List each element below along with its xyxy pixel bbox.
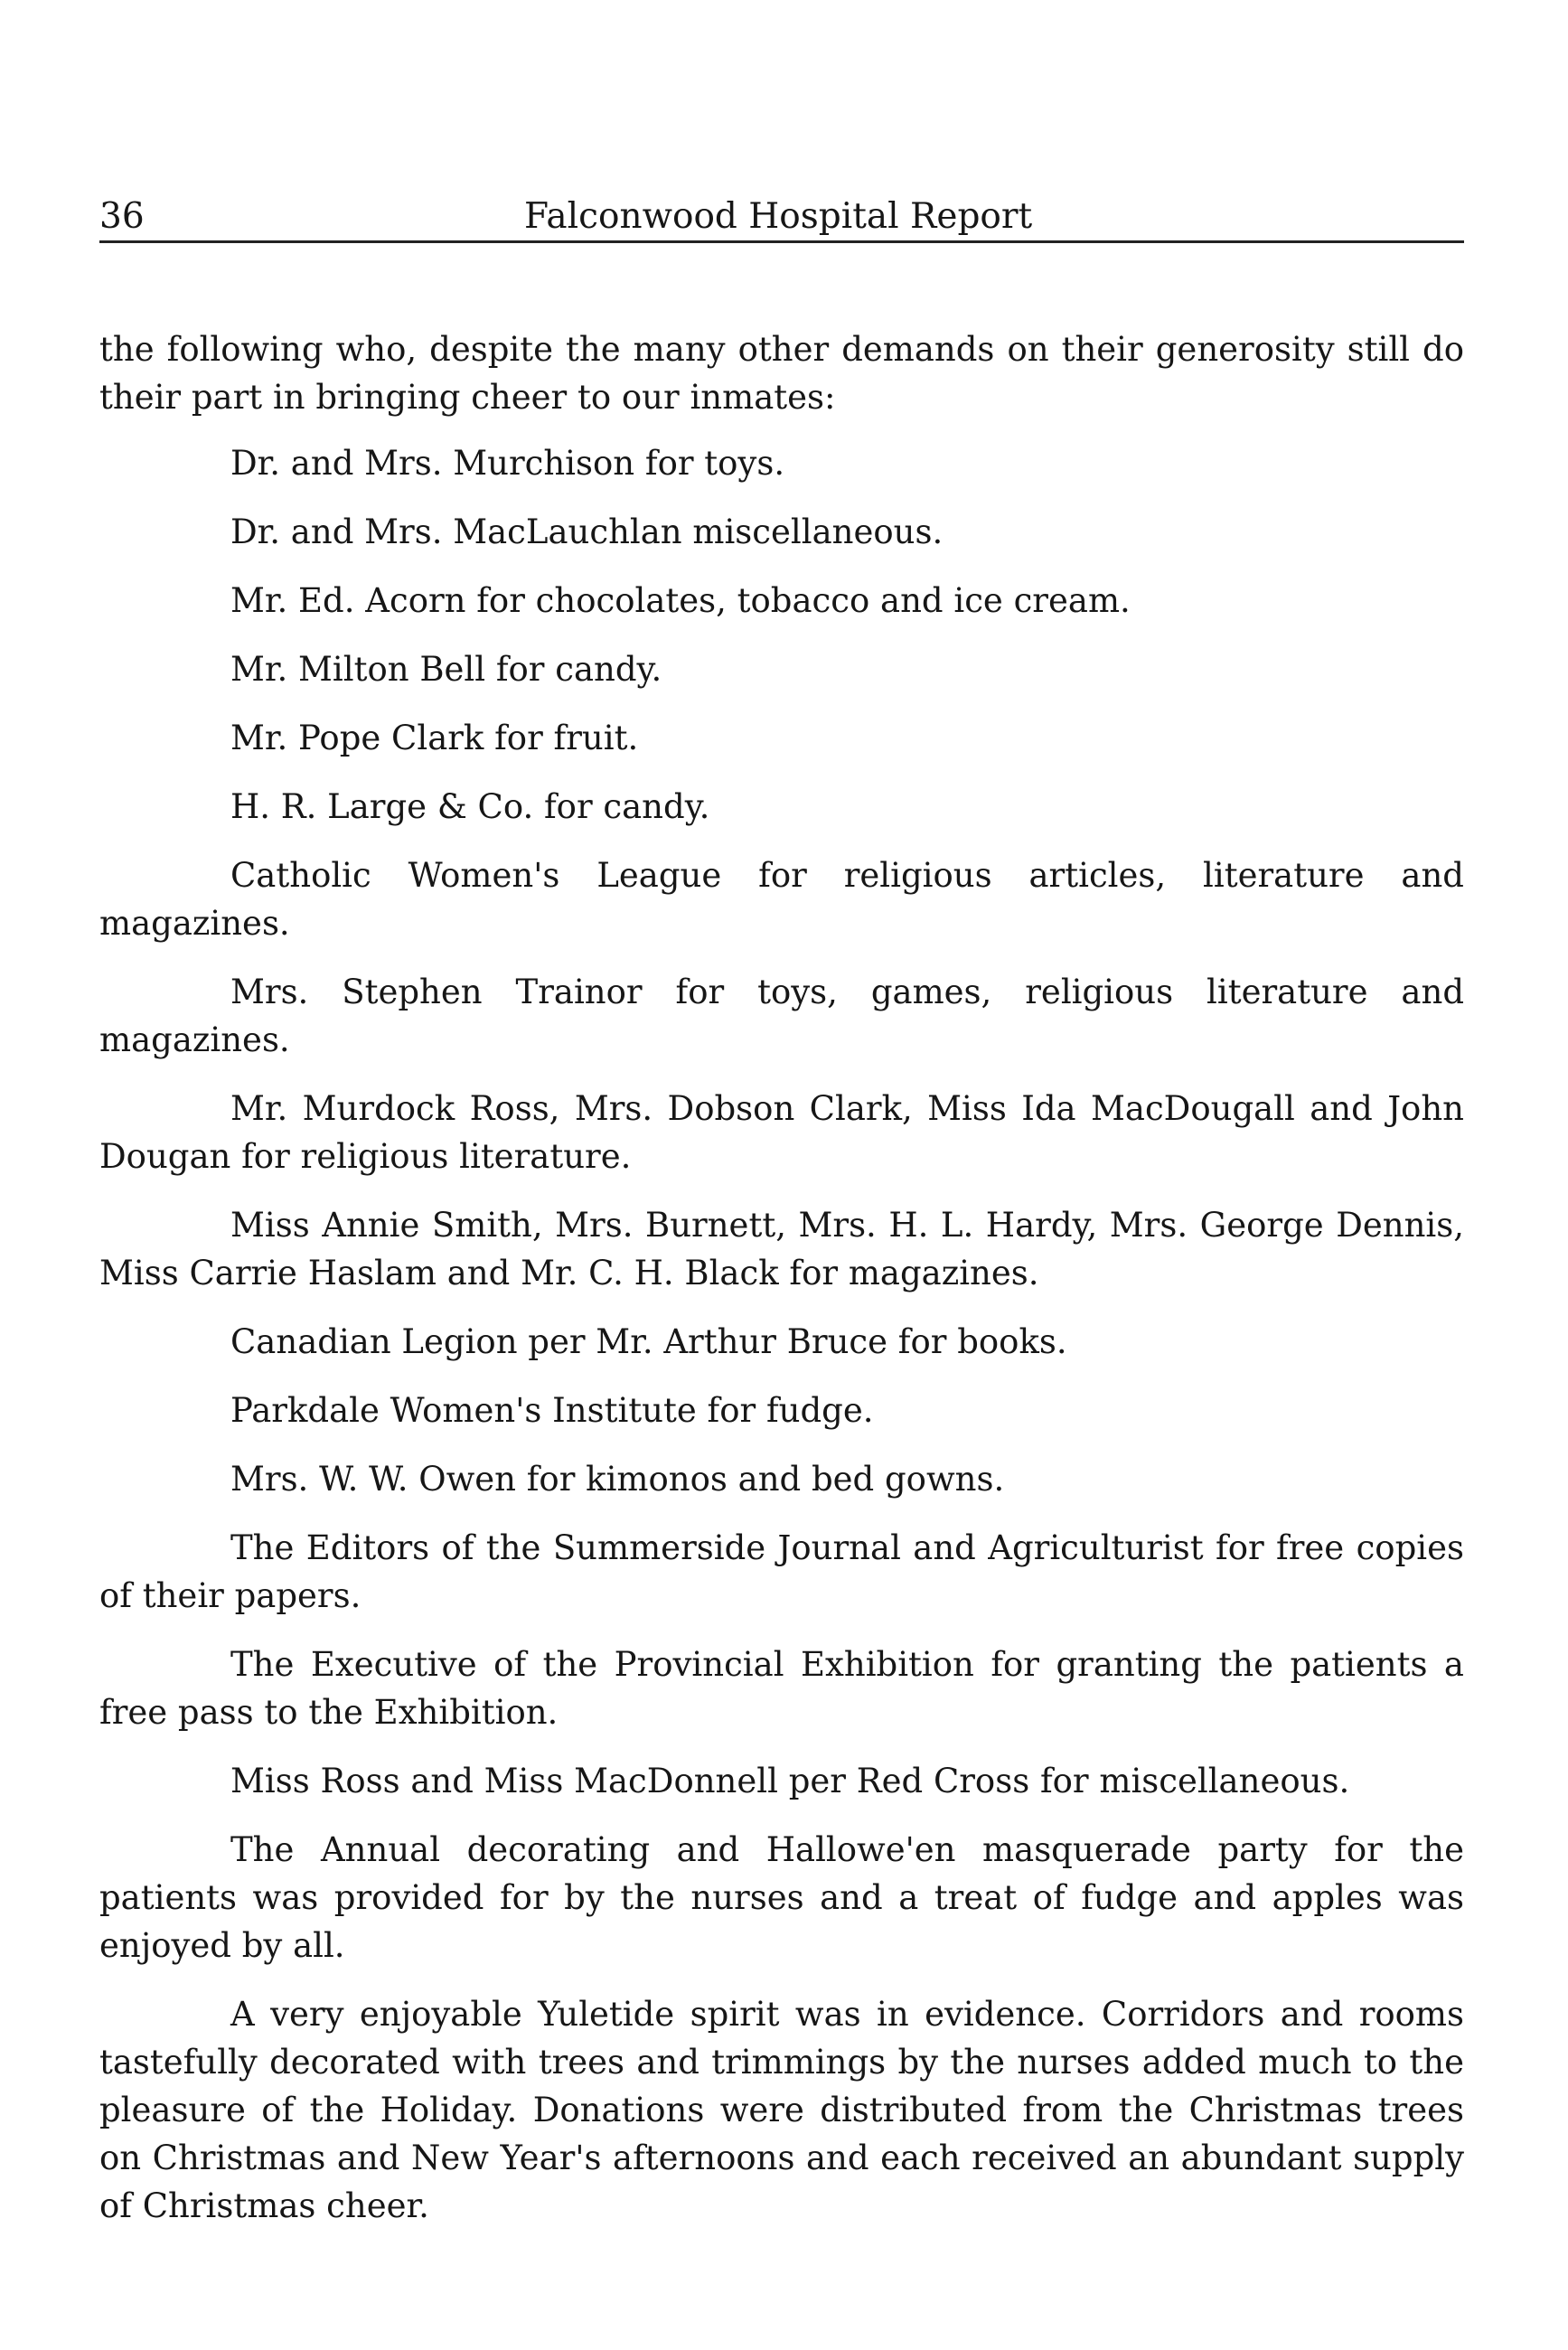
paragraph: A very enjoyable Yuletide spirit was in evidence. Corridors and rooms tastefully decorated with trees and trimmings by the nurses added much to the pleasure of the Holiday. Donations were distributed from the Christmas trees on Christmas and New Year's afternoons and each received an abundant supply of Christmas cheer. (99, 1995, 1464, 2225)
paragraph: Mr. Milton Bell for candy. (230, 650, 662, 689)
paragraph: H. R. Large & Co. for candy. (230, 787, 710, 826)
running-header (99, 192, 1464, 242)
paragraph: Catholic Women's League for religious articles, literature and magazines. (99, 856, 1464, 943)
page-number: 36 (99, 196, 145, 237)
body-text (99, 325, 1464, 2251)
paragraph: Mr. Ed. Acorn for chocolates, tobacco and ice cream. (230, 581, 1131, 620)
header-rule (99, 240, 1464, 243)
paragraph: Mr. Pope Clark for fruit. (230, 719, 639, 757)
paragraph: Mrs. Stephen Trainor for toys, games, religious literature and magazines. (99, 973, 1464, 1059)
paragraph-intro: the following who, despite the many other demands on their generosity still do their part in bringing cheer to our inmates: (99, 330, 1464, 417)
paragraph: Miss Annie Smith, Mrs. Burnett, Mrs. H. L. Hardy, Mrs. George Dennis, Miss Carrie Haslam and Mr. C. H. Black for magazines. (99, 1206, 1464, 1292)
paragraph: Mrs. W. W. Owen for kimonos and bed gowns. (230, 1460, 1005, 1499)
paragraph: Mr. Murdock Ross, Mrs. Dobson Clark, Miss Ida MacDougall and John Dougan for religious literature. (99, 1089, 1464, 1176)
paragraph: The Editors of the Summerside Journal and Agriculturist for free copies of their papers. (99, 1528, 1464, 1615)
header-title: Falconwood Hospital Report (524, 196, 1033, 237)
paragraph: Miss Ross and Miss MacDonnell per Red Cross for miscellaneous. (230, 1762, 1350, 1800)
paragraph: The Annual decorating and Hallowe'en masquerade party for the patients was provided for by the nurses and a treat of fudge and apples was enjoyed by all. (99, 1830, 1464, 1965)
paragraph: Parkdale Women's Institute for fudge. (230, 1391, 874, 1430)
paragraph: Dr. and Mrs. Murchison for toys. (230, 444, 785, 483)
paragraph: Dr. and Mrs. MacLauchlan miscellaneous. (230, 512, 944, 551)
paragraph: Canadian Legion per Mr. Arthur Bruce for books. (230, 1322, 1067, 1361)
paragraph: The Executive of the Provincial Exhibition for granting the patients a free pass to the Exhibition. (99, 1645, 1464, 1732)
